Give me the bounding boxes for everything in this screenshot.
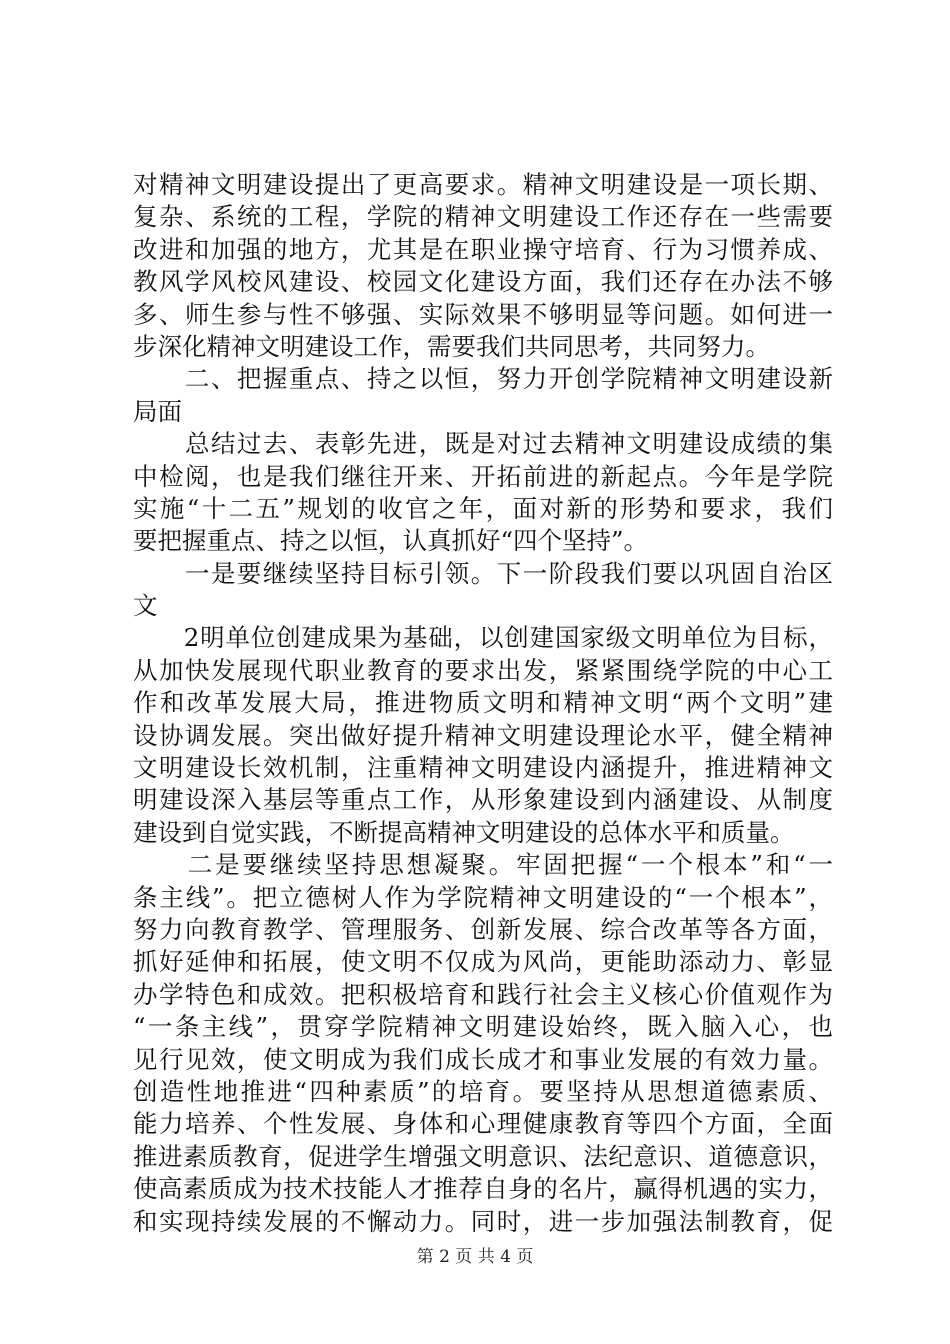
text-line: 文明建设长效机制，注重精神文明建设内涵提升，推进精神文	[133, 753, 833, 783]
text-line: 要把握重点、持之以恒，认真抓好“四个坚持”。	[133, 526, 649, 556]
text-line: 改进和加强的地方，尤其是在职业操守培育、行为习惯养成、	[133, 234, 833, 264]
text-line: 2明单位创建成果为基础，以创建国家级文明单位为目标，	[133, 623, 833, 653]
text-line: 二是要继续坚持思想凝聚。牢固把握“一个根本”和“一	[133, 850, 833, 880]
text-line: 二、把握重点、持之以恒，努力开创学院精神文明建设新	[133, 364, 833, 394]
text-line: 教风学风校风建设、校园文化建设方面，我们还存在办法不够	[133, 267, 833, 297]
text-line: 条主线”。把立德树人作为学院精神文明建设的“一个根本”，	[133, 882, 833, 912]
text-line: 总结过去、表彰先进，既是对过去精神文明建设成绩的集	[133, 429, 833, 459]
text-line: “一条主线”，贯穿学院精神文明建设始终，既入脑入心，也	[133, 1012, 833, 1042]
text-line: 实施“十二五”规划的收官之年，面对新的形势和要求，我们	[133, 493, 833, 523]
text-line: 一是要继续坚持目标引领。下一阶段我们要以巩固自治区	[133, 558, 833, 588]
text-line: 从加快发展现代职业教育的要求出发，紧紧围绕学院的中心工	[133, 655, 833, 685]
text-line: 复杂、系统的工程，学院的精神文明建设工作还存在一些需要	[133, 202, 833, 232]
text-line: 和实现持续发展的不懈动力。同时，进一步加强法制教育，促	[133, 1206, 833, 1236]
text-line: 创造性地推进“四种素质”的培育。要坚持从思想道德素质、	[133, 1076, 833, 1106]
text-line: 对精神文明建设提出了更高要求。精神文明建设是一项长期、	[133, 170, 833, 199]
text-line: 作和改革发展大局，推进物质文明和精神文明“两个文明”建	[133, 688, 833, 718]
text-line: 办学特色和成效。把积极培育和践行社会主义核心价值观作为	[133, 979, 833, 1009]
text-line: 抓好延伸和拓展，使文明不仅成为风尚，更能助添动力、彰显	[133, 947, 833, 977]
text-line: 中检阅，也是我们继往开来、开拓前进的新起点。今年是学院	[133, 461, 833, 491]
text-line: 能力培养、个性发展、身体和心理健康教育等四个方面，全面	[133, 1109, 833, 1139]
text-line: 建设到自觉实践，不断提高精神文明建设的总体水平和质量。	[133, 817, 795, 847]
text-line: 明建设深入基层等重点工作，从形象建设到内涵建设、从制度	[133, 785, 833, 815]
document-body	[133, 169, 833, 1238]
text-line: 文	[133, 591, 158, 621]
text-line: 推进素质教育，促进学生增强文明意识、法纪意识、道德意识，	[133, 1141, 833, 1171]
page-footer: 第 2 页 共 4 页	[416, 1247, 534, 1267]
text-line: 多、师生参与性不够强、实际效果不够明显等问题。如何进一	[133, 299, 833, 329]
text-line: 努力向教育教学、管理服务、创新发展、综合改革等各方面，	[133, 914, 833, 944]
text-line: 见行见效，使文明成为我们成长成才和事业发展的有效力量。	[133, 1044, 833, 1074]
text-line: 局面	[133, 396, 182, 426]
text-line: 使高素质成为技术技能人才推荐自身的名片，赢得机遇的实力，	[133, 1174, 833, 1204]
text-line: 设协调发展。突出做好提升精神文明建设理论水平，健全精神	[133, 720, 833, 750]
text-line: 步深化精神文明建设工作，需要我们共同思考，共同努力。	[133, 331, 770, 361]
